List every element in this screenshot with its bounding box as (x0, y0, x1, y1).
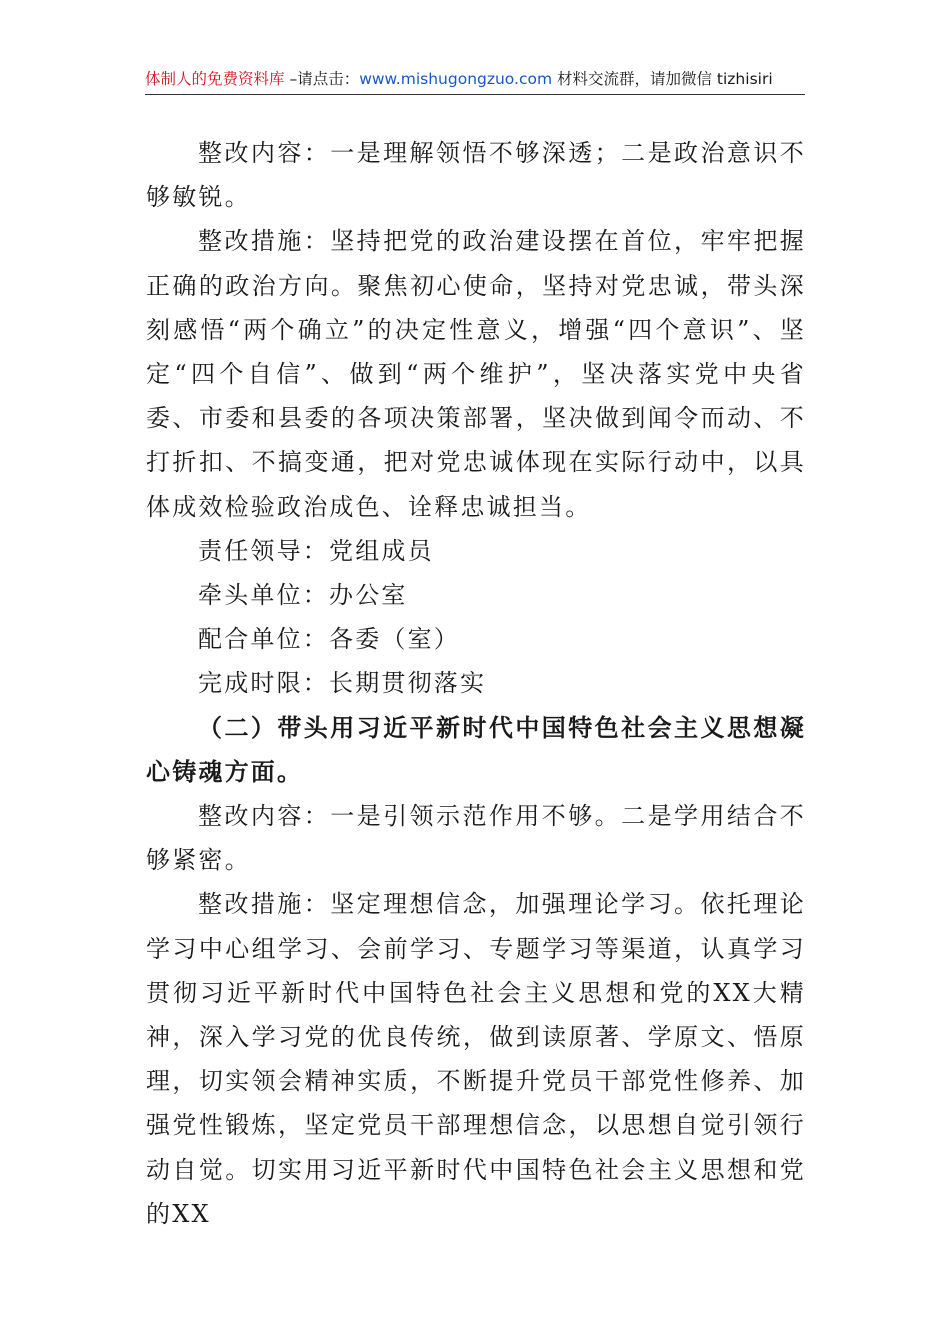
paragraph-lead-unit: 牵头单位：办公室 (198, 581, 408, 610)
document-body (146, 131, 806, 1236)
paragraph-deadline: 完成时限：长期贯彻落实 (198, 669, 487, 698)
paragraph-rectify-content-1: 整改内容：一是理解领悟不够深透；二是政治意识不够敏锐。 (146, 139, 806, 212)
header-note: 材料交流群，请加微信 tizhisiri (552, 70, 773, 88)
paragraph-rectify-content-2: 整改内容：一是引领示范作用不够。二是学用结合不够紧密。 (146, 802, 806, 875)
page-header (145, 66, 805, 95)
header-site-name: 体制人的免费资料库 (145, 70, 285, 88)
section-heading-2: （二）带头用习近平新时代中国特色社会主义思想凝心铸魂方面。 (146, 712, 806, 786)
paragraph-responsible-leader: 责任领导：党组成员 (198, 536, 434, 565)
paragraph-cooperating-unit: 配合单位：各委（室） (198, 625, 460, 654)
paragraph-rectify-measures-2: 整改措施：坚定理想信念，加强理论学习。依托理论学习中心组学习、会前学习、专题学习等渠道，认真学习贯彻习近平新时代中国特色社会主义思想和党的XX大精神，深入学习党的优良传统，做到读原著、学原文、悟原理，切实领会精神实质，不断提升党员干部党性修养、加强党性锻炼，坚定党员干部理想信念，以思想自觉引领行动自觉。切实用习近平新时代中国特色社会主义思想和党的XX (146, 890, 806, 1228)
header-url-link[interactable]: www.mishugongzuo.com (359, 70, 553, 88)
header-prompt: –请点击： (284, 70, 360, 88)
paragraph-rectify-measures-1: 整改措施：坚持把党的政治建设摆在首位，牢牢把握正确的政治方向。聚焦初心使命，坚持对党忠诚，带头深刻感悟“两个确立”的决定性意义，增强“四个意识”、坚定“四个自信”、做到“两个维护”，坚决落实党中央省委、市委和县委的各项决策部署，坚决做到闻令而动、不打折扣、不搞变通，把对党忠诚体现在实际行动中，以具体成效检验政治成色、诠释忠诚担当。 (146, 227, 806, 521)
